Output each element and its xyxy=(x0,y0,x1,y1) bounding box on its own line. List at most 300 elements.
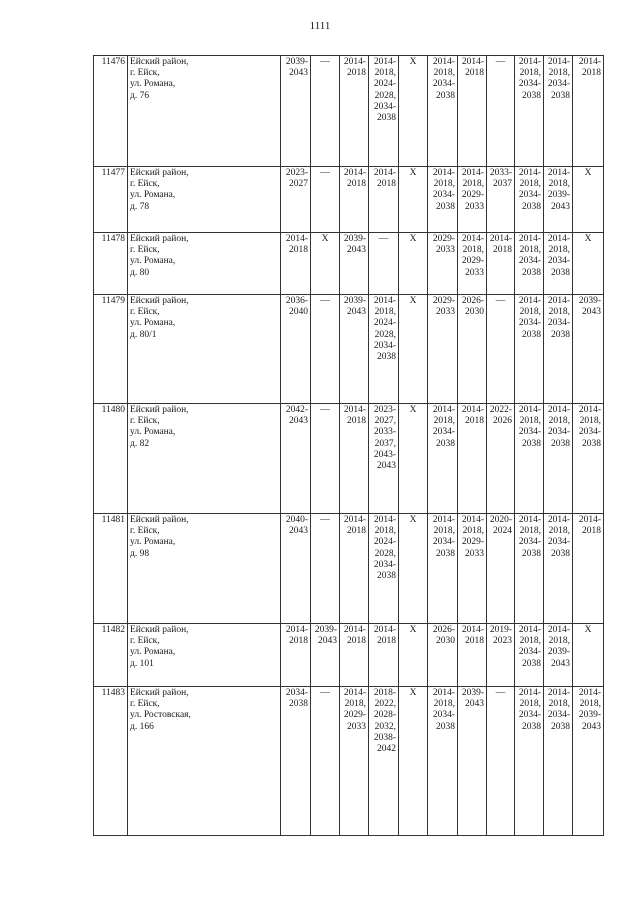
period-cell xyxy=(428,167,458,233)
period-line: 2039- xyxy=(285,57,308,67)
period-cell xyxy=(428,624,458,687)
period-line: 2014- xyxy=(432,168,455,178)
period-line: 2033 xyxy=(465,267,484,278)
period-line: 2043 xyxy=(289,68,308,79)
period-cell xyxy=(573,56,604,167)
period-cell xyxy=(340,404,369,514)
address-line: д. 80/1 xyxy=(130,329,157,340)
period-line: 2014- xyxy=(285,625,308,635)
address-cell xyxy=(128,624,281,687)
period-line: 2038 xyxy=(522,438,541,449)
period-line: 2034- xyxy=(373,559,396,570)
address-line: Ейский район, xyxy=(130,57,189,67)
period-line: 2014- xyxy=(518,57,541,67)
period-line: 2033 xyxy=(465,548,484,559)
period-line: 2039- xyxy=(461,688,484,698)
period-cell xyxy=(340,624,369,687)
table-row xyxy=(94,167,604,233)
address-line: д. 78 xyxy=(130,201,150,212)
period-line: 2018 xyxy=(289,636,308,647)
period-line: 2014- xyxy=(518,405,541,415)
period-line: 2043 xyxy=(582,307,601,318)
row-number: 11477 xyxy=(94,167,128,233)
period-cell xyxy=(544,233,573,295)
period-line: 2034- xyxy=(432,190,455,201)
address-line: Ейский район, xyxy=(130,625,189,635)
period-line: 2014- xyxy=(285,234,308,244)
address-cell xyxy=(128,295,281,404)
period-line: 2014- xyxy=(578,515,601,525)
period-line: 2018 xyxy=(465,636,484,647)
period-line: 2014- xyxy=(547,515,570,525)
period-cell xyxy=(515,233,544,295)
period-cell xyxy=(428,404,458,514)
period-line: 2014- xyxy=(373,625,396,635)
period-line: — xyxy=(320,688,330,698)
period-line: 2014- xyxy=(343,688,366,698)
period-line: 2038 xyxy=(522,90,541,101)
period-line: 2030 xyxy=(436,636,455,647)
period-line: 2039- xyxy=(547,190,570,201)
period-line: 2034- xyxy=(578,427,601,438)
period-line: 2037, xyxy=(374,438,396,449)
period-line: 2043 xyxy=(377,461,396,472)
period-line: 2014- xyxy=(518,625,541,635)
address-line: г. Ейск, xyxy=(130,636,160,647)
period-line: 2030 xyxy=(465,307,484,318)
address-cell xyxy=(128,233,281,295)
period-cell xyxy=(311,404,340,514)
period-line: 2034- xyxy=(518,710,541,721)
period-line: 2018 xyxy=(347,416,366,427)
period-line: 2019- xyxy=(489,625,512,635)
period-line: 2018, xyxy=(548,179,570,190)
period-line: 2029- xyxy=(461,537,484,548)
period-line: 2038 xyxy=(551,90,570,101)
period-line: 2018 xyxy=(582,68,601,79)
period-line: 2018, xyxy=(519,526,541,537)
period-line: — xyxy=(320,168,330,178)
period-cell xyxy=(428,56,458,167)
period-cell xyxy=(281,295,311,404)
period-cell xyxy=(487,295,515,404)
period-line: 2034- xyxy=(547,427,570,438)
period-line: 2038 xyxy=(551,438,570,449)
period-cell xyxy=(399,687,428,836)
address-cell xyxy=(128,687,281,836)
period-line: 2023 xyxy=(493,636,512,647)
period-cell xyxy=(281,233,311,295)
period-line: 2014- xyxy=(343,57,366,67)
period-cell xyxy=(544,167,573,233)
period-cell xyxy=(487,233,515,295)
period-line: 2018 xyxy=(377,636,396,647)
period-cell xyxy=(573,514,604,624)
period-cell xyxy=(515,624,544,687)
period-cell xyxy=(573,624,604,687)
period-line: 2018, xyxy=(519,307,541,318)
period-line: 2014- xyxy=(578,405,601,415)
period-cell xyxy=(399,167,428,233)
period-line: — xyxy=(320,296,330,306)
period-line: 2024- xyxy=(373,318,396,329)
period-line: 2018, xyxy=(462,245,484,256)
row-number: 11480 xyxy=(94,404,128,514)
period-line: 2027 xyxy=(289,179,308,190)
period-cell xyxy=(458,295,487,404)
period-line: 2018, xyxy=(433,699,455,710)
period-cell xyxy=(573,233,604,295)
period-line: 2042 xyxy=(377,744,396,755)
address-line: д. 166 xyxy=(130,721,154,732)
period-line: X xyxy=(409,625,417,635)
period-line: 2043 xyxy=(551,658,570,669)
period-line: 2038 xyxy=(551,329,570,340)
table-row xyxy=(94,514,604,624)
period-line: 2014- xyxy=(461,405,484,415)
period-cell xyxy=(281,167,311,233)
period-cell xyxy=(399,514,428,624)
period-cell xyxy=(311,295,340,404)
period-line: 2018 xyxy=(582,526,601,537)
period-line: 2018 xyxy=(347,526,366,537)
period-line: 2028, xyxy=(374,90,396,101)
period-line: 2038 xyxy=(436,721,455,732)
period-cell xyxy=(515,404,544,514)
period-cell xyxy=(281,56,311,167)
period-line: 2034- xyxy=(432,427,455,438)
period-line: 2018 xyxy=(465,68,484,79)
period-line: 2018, xyxy=(344,699,366,710)
period-line: 2018, xyxy=(433,526,455,537)
period-cell xyxy=(281,687,311,836)
address-cell xyxy=(128,167,281,233)
period-cell xyxy=(487,514,515,624)
period-cell xyxy=(399,624,428,687)
period-line: — xyxy=(320,57,330,67)
period-line: 2014- xyxy=(461,234,484,244)
period-line: 2014- xyxy=(547,296,570,306)
period-line: 2023- xyxy=(373,405,396,415)
period-line: 2022, xyxy=(374,699,396,710)
period-line: 2034- xyxy=(547,79,570,90)
period-line: 2018, xyxy=(374,307,396,318)
period-line: 2038 xyxy=(289,699,308,710)
period-line: 2038 xyxy=(522,201,541,212)
period-cell xyxy=(340,233,369,295)
period-line: 2038 xyxy=(522,548,541,559)
address-line: ул. Романа, xyxy=(130,318,176,329)
address-line: ул. Романа, xyxy=(130,256,176,267)
period-line: 2043 xyxy=(289,526,308,537)
period-cell xyxy=(515,295,544,404)
period-line: 2014- xyxy=(373,296,396,306)
period-line: 2034- xyxy=(432,537,455,548)
row-number: 11479 xyxy=(94,295,128,404)
period-line: 2018, xyxy=(519,68,541,79)
period-cell xyxy=(340,56,369,167)
period-line: 2028, xyxy=(374,329,396,340)
period-line: 2034- xyxy=(285,688,308,698)
address-line: г. Ейск, xyxy=(130,68,160,79)
period-line: 2040 xyxy=(289,307,308,318)
period-line: 2034- xyxy=(432,710,455,721)
period-line: 2018, xyxy=(548,526,570,537)
period-cell xyxy=(544,295,573,404)
period-line: 2018, xyxy=(519,179,541,190)
period-cell xyxy=(458,624,487,687)
period-line: 2032, xyxy=(374,721,396,732)
period-line: 2043 xyxy=(318,636,337,647)
address-line: д. 76 xyxy=(130,90,150,101)
period-line: 2014- xyxy=(578,57,601,67)
period-line: 2018, xyxy=(462,526,484,537)
period-line: 2043 xyxy=(465,699,484,710)
period-cell xyxy=(399,56,428,167)
period-line: 2038 xyxy=(522,721,541,732)
period-cell xyxy=(544,514,573,624)
period-cell xyxy=(487,404,515,514)
address-line: Ейский район, xyxy=(130,405,189,415)
period-cell xyxy=(458,167,487,233)
period-cell xyxy=(428,295,458,404)
period-line: 2014- xyxy=(547,234,570,244)
period-line: 2033 xyxy=(436,245,455,256)
period-line: 2034- xyxy=(518,190,541,201)
period-line: 2039- xyxy=(578,710,601,721)
period-line: 2040- xyxy=(285,515,308,525)
address-line: Ейский район, xyxy=(130,296,189,306)
address-cell xyxy=(128,404,281,514)
repair-schedule-table xyxy=(93,55,604,836)
table-row xyxy=(94,624,604,687)
period-cell xyxy=(311,233,340,295)
table-row xyxy=(94,404,604,514)
address-line: Ейский район, xyxy=(130,515,189,525)
address-line: д. 98 xyxy=(130,548,150,559)
period-cell xyxy=(340,295,369,404)
period-cell xyxy=(428,233,458,295)
row-number: 11476 xyxy=(94,56,128,167)
period-cell xyxy=(458,233,487,295)
period-line: 2038 xyxy=(436,438,455,449)
period-line: 2043 xyxy=(551,201,570,212)
period-cell xyxy=(311,624,340,687)
period-line: 2029- xyxy=(343,710,366,721)
address-line: ул. Ростовская, xyxy=(130,710,191,721)
address-line: д. 82 xyxy=(130,438,150,449)
period-line: 2024- xyxy=(373,537,396,548)
period-cell xyxy=(311,687,340,836)
period-cell xyxy=(281,624,311,687)
period-line: 2033- xyxy=(373,427,396,438)
period-line: 2014- xyxy=(547,405,570,415)
period-line: 2014- xyxy=(432,515,455,525)
row-number: 11483 xyxy=(94,687,128,836)
period-line: 2039- xyxy=(547,647,570,658)
period-line: 2034- xyxy=(518,256,541,267)
row-number: 11482 xyxy=(94,624,128,687)
period-cell xyxy=(544,56,573,167)
page-number: 1111 xyxy=(309,20,331,32)
period-line: 2038 xyxy=(522,329,541,340)
period-line: 2014- xyxy=(518,234,541,244)
period-cell xyxy=(458,687,487,836)
period-line: 2039- xyxy=(343,296,366,306)
address-line: ул. Романа, xyxy=(130,190,176,201)
period-cell xyxy=(340,167,369,233)
period-line: 2027, xyxy=(374,416,396,427)
period-line: 2033 xyxy=(465,201,484,212)
period-line: 2018 xyxy=(465,416,484,427)
period-line: 2014- xyxy=(373,57,396,67)
period-line: 2018, xyxy=(433,416,455,427)
period-line: — xyxy=(495,688,506,698)
period-cell xyxy=(369,404,399,514)
period-cell xyxy=(428,514,458,624)
period-line: 2024 xyxy=(493,526,512,537)
period-line: 2014- xyxy=(547,57,570,67)
table-row xyxy=(94,295,604,404)
period-line: 2034- xyxy=(547,710,570,721)
period-line: 2018, xyxy=(519,416,541,427)
period-line: 2038 xyxy=(377,113,396,124)
period-cell xyxy=(281,514,311,624)
period-cell xyxy=(487,624,515,687)
address-line: г. Ейск, xyxy=(130,526,160,537)
period-line: 2018, xyxy=(579,699,601,710)
period-line: 2038 xyxy=(377,352,396,363)
period-line: 2014- xyxy=(518,688,541,698)
period-line: 2037 xyxy=(493,179,512,190)
period-line: 2039- xyxy=(314,625,337,635)
period-line: 2018 xyxy=(289,245,308,256)
period-line: 2043 xyxy=(347,307,366,318)
address-line: г. Ейск, xyxy=(130,416,160,427)
period-line: 2038 xyxy=(436,90,455,101)
table-row xyxy=(94,56,604,167)
period-line: X xyxy=(321,234,329,244)
period-line: X xyxy=(409,405,417,415)
row-number: 11481 xyxy=(94,514,128,624)
period-line: 2029- xyxy=(461,256,484,267)
period-cell xyxy=(311,56,340,167)
period-line: 2022- xyxy=(489,405,512,415)
period-line: 2043- xyxy=(373,449,396,460)
period-line: 2018 xyxy=(347,68,366,79)
period-line: 2038 xyxy=(436,548,455,559)
period-line: X xyxy=(409,296,417,306)
period-line: 2014- xyxy=(547,688,570,698)
period-cell xyxy=(428,687,458,836)
period-line: 2018, xyxy=(548,307,570,318)
period-line: 2018, xyxy=(433,179,455,190)
period-line: X xyxy=(584,234,592,244)
period-cell xyxy=(399,404,428,514)
address-cell xyxy=(128,56,281,167)
period-line: 2038 xyxy=(551,548,570,559)
period-line: 2043 xyxy=(582,721,601,732)
address-line: г. Ейск, xyxy=(130,699,160,710)
table-row xyxy=(94,233,604,295)
period-line: 2014- xyxy=(518,296,541,306)
period-line: 2038- xyxy=(373,732,396,743)
period-line: 2033- xyxy=(489,168,512,178)
period-line: 2018, xyxy=(548,245,570,256)
period-line: 2028, xyxy=(374,548,396,559)
period-cell xyxy=(340,687,369,836)
period-cell xyxy=(340,514,369,624)
period-line: 2034- xyxy=(373,340,396,351)
period-line: 2018 xyxy=(493,245,512,256)
period-line: 2026- xyxy=(461,296,484,306)
period-line: 2014- xyxy=(373,168,396,178)
period-line: — xyxy=(495,57,506,67)
period-line: 2018- xyxy=(373,688,396,698)
period-line: 2026- xyxy=(432,625,455,635)
period-line: 2034- xyxy=(373,101,396,112)
period-line: X xyxy=(409,688,417,698)
period-line: 2034- xyxy=(518,647,541,658)
period-line: 2024- xyxy=(373,79,396,90)
period-cell xyxy=(458,404,487,514)
period-line: 2014- xyxy=(518,515,541,525)
period-cell xyxy=(369,624,399,687)
table-row xyxy=(94,687,604,836)
period-line: 2014- xyxy=(373,515,396,525)
period-cell xyxy=(369,233,399,295)
period-line: X xyxy=(584,168,592,178)
period-cell xyxy=(369,56,399,167)
period-line: 2034- xyxy=(547,256,570,267)
address-line: г. Ейск, xyxy=(130,307,160,318)
period-cell xyxy=(311,167,340,233)
period-line: 2014- xyxy=(343,168,366,178)
address-line: г. Ейск, xyxy=(130,245,160,256)
period-cell xyxy=(487,687,515,836)
period-line: 2034- xyxy=(432,79,455,90)
period-line: 2018 xyxy=(347,179,366,190)
period-line: 2018, xyxy=(374,526,396,537)
period-cell xyxy=(369,514,399,624)
period-line: X xyxy=(584,625,592,635)
period-cell xyxy=(487,167,515,233)
period-line: 2034- xyxy=(547,537,570,548)
period-line: 2018, xyxy=(519,699,541,710)
period-cell xyxy=(544,404,573,514)
period-line: 2034- xyxy=(518,79,541,90)
period-line: 2028- xyxy=(373,710,396,721)
period-line: 2018, xyxy=(462,179,484,190)
period-cell xyxy=(544,687,573,836)
address-line: Ейский район, xyxy=(130,234,189,244)
period-line: — xyxy=(378,234,389,244)
period-cell xyxy=(458,56,487,167)
period-line: 2014- xyxy=(489,234,512,244)
address-line: ул. Романа, xyxy=(130,537,176,548)
period-cell xyxy=(369,687,399,836)
period-line: 2038 xyxy=(377,571,396,582)
period-line: 2014- xyxy=(343,405,366,415)
period-line: 2014- xyxy=(432,57,455,67)
period-line: 2033 xyxy=(436,307,455,318)
period-cell xyxy=(573,687,604,836)
period-line: 2029- xyxy=(432,296,455,306)
period-line: 2014- xyxy=(461,57,484,67)
period-line: 2023- xyxy=(285,168,308,178)
period-line: 2026 xyxy=(493,416,512,427)
period-line: 2014- xyxy=(547,168,570,178)
